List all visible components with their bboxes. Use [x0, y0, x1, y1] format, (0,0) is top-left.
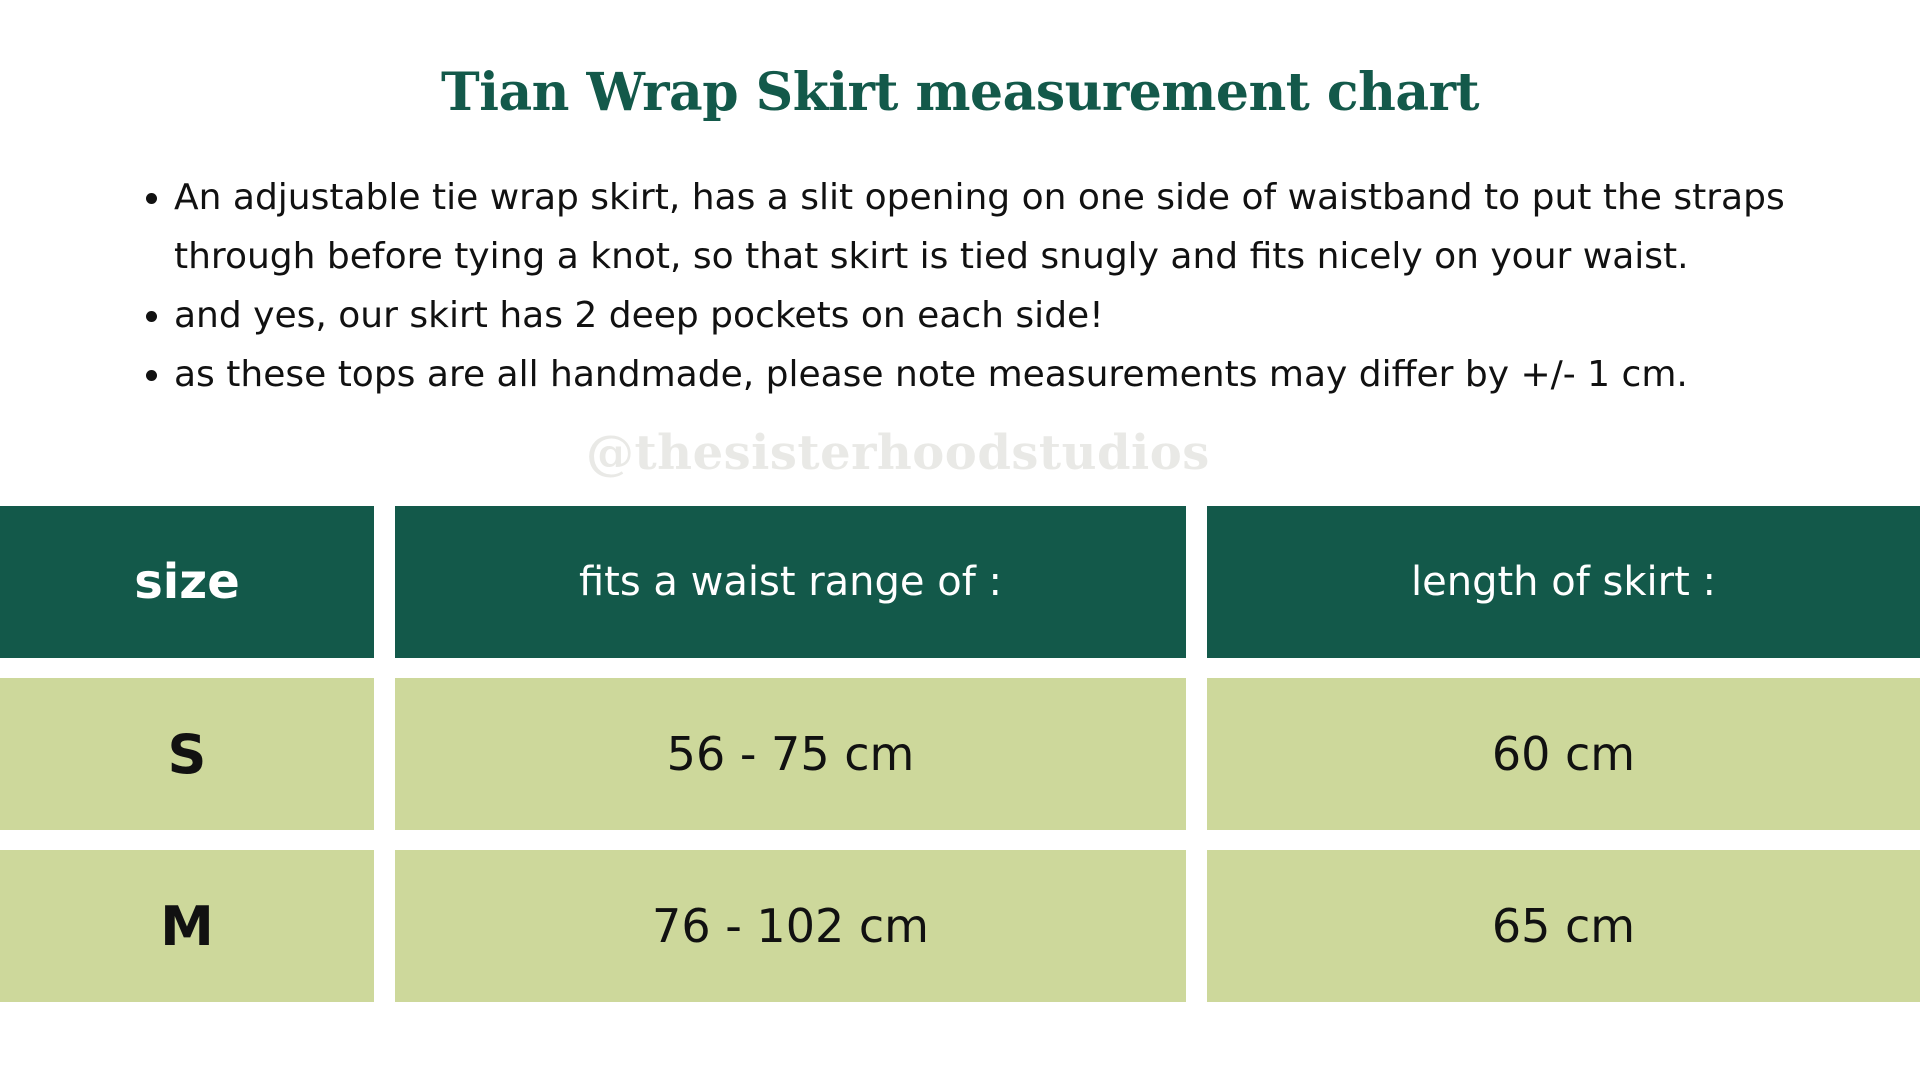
waist-range-cell: 76 - 102 cm	[395, 850, 1186, 1002]
list-item: • An adjustable tie wrap skirt, has a slit opening on one side of waistband to put the straps through before tying a knot, so that skirt is tied snugly and fits nicely on your waist.	[174, 168, 1854, 286]
list-item: • and yes, our skirt has 2 deep pockets on each side!	[174, 286, 1854, 345]
table-row	[0, 850, 1920, 1002]
waist-range-cell: 56 - 75 cm	[395, 678, 1186, 830]
table-row	[0, 678, 1920, 830]
size-cell: S	[0, 678, 374, 830]
page-title: Tian Wrap Skirt measurement chart	[441, 62, 1479, 123]
size-cell: M	[0, 850, 374, 1002]
description-list	[140, 168, 1854, 404]
list-item: • as these tops are all handmade, please note measurements may differ by +/- 1 cm.	[174, 345, 1854, 404]
header-size: size	[0, 506, 374, 658]
length-cell: 65 cm	[1207, 850, 1920, 1002]
table-header-row	[0, 506, 1920, 658]
measurement-table	[0, 506, 1920, 1002]
watermark: @thesisterhoodstudios	[586, 425, 1210, 481]
header-length: length of skirt :	[1207, 506, 1920, 658]
length-cell: 60 cm	[1207, 678, 1920, 830]
header-waist-range: fits a waist range of :	[395, 506, 1186, 658]
